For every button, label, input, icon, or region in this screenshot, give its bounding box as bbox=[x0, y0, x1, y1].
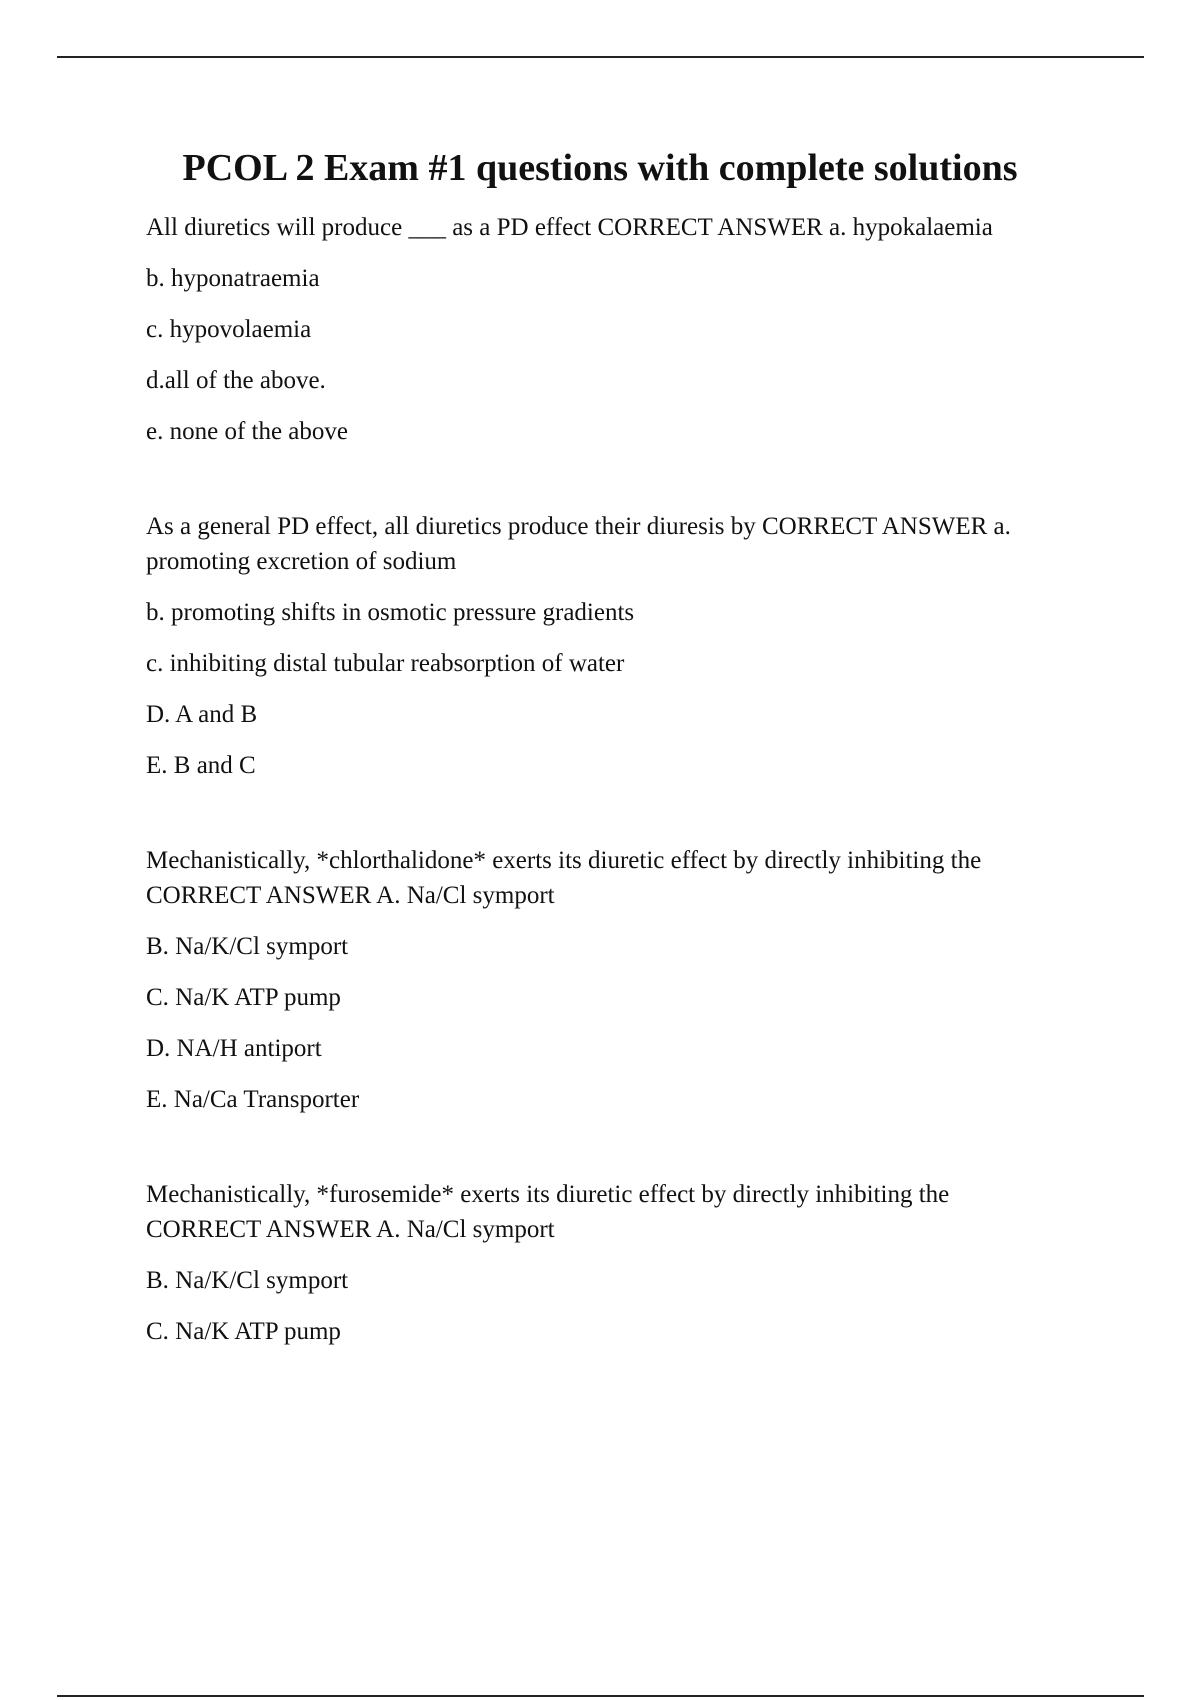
question-block bbox=[146, 509, 1066, 783]
question-text: Mechanistically, *furosemide* exerts its diuretic effect by directly inhibiting the CORRECT ANSWER A. Na/Cl symport bbox=[146, 1181, 950, 1243]
answer-option: C. Na/K ATP pump bbox=[146, 984, 341, 1011]
question-text: As a general PD effect, all diuretics produce their diuresis by CORRECT ANSWER a. promoting excretion of sodium bbox=[146, 513, 1011, 575]
page-title: PCOL 2 Exam #1 questions with complete solutions bbox=[182, 147, 1018, 189]
question-text: Mechanistically, *chlorthalidone* exerts its diuretic effect by directly inhibiting the CORRECT ANSWER A. Na/Cl symport bbox=[146, 847, 982, 909]
answer-option: b. promoting shifts in osmotic pressure gradients bbox=[146, 599, 635, 626]
answer-option: d.all of the above. bbox=[146, 367, 326, 394]
answer-option: D. NA/H antiport bbox=[146, 1035, 322, 1062]
answer-option: c. hypovolaemia bbox=[146, 316, 312, 343]
answer-option: E. Na/Ca Transporter bbox=[146, 1086, 360, 1113]
answer-option: E. B and C bbox=[146, 752, 256, 779]
answer-option: C. Na/K ATP pump bbox=[146, 1318, 341, 1345]
document-body bbox=[146, 210, 1066, 1409]
answer-option: e. none of the above bbox=[146, 418, 349, 445]
header-rule bbox=[57, 56, 1144, 58]
answer-option: b. hyponatraemia bbox=[146, 265, 320, 292]
answer-option: B. Na/K/Cl symport bbox=[146, 1267, 349, 1294]
answer-option: D. A and B bbox=[146, 701, 258, 728]
answer-option: c. inhibiting distal tubular reabsorption of water bbox=[146, 650, 625, 677]
question-block bbox=[146, 1177, 1066, 1349]
footer-rule bbox=[57, 1695, 1144, 1697]
question-block bbox=[146, 210, 1066, 449]
question-block bbox=[146, 843, 1066, 1117]
answer-option: B. Na/K/Cl symport bbox=[146, 933, 349, 960]
question-text: All diuretics will produce ___ as a PD effect CORRECT ANSWER a. hypokalaemia bbox=[146, 214, 993, 241]
